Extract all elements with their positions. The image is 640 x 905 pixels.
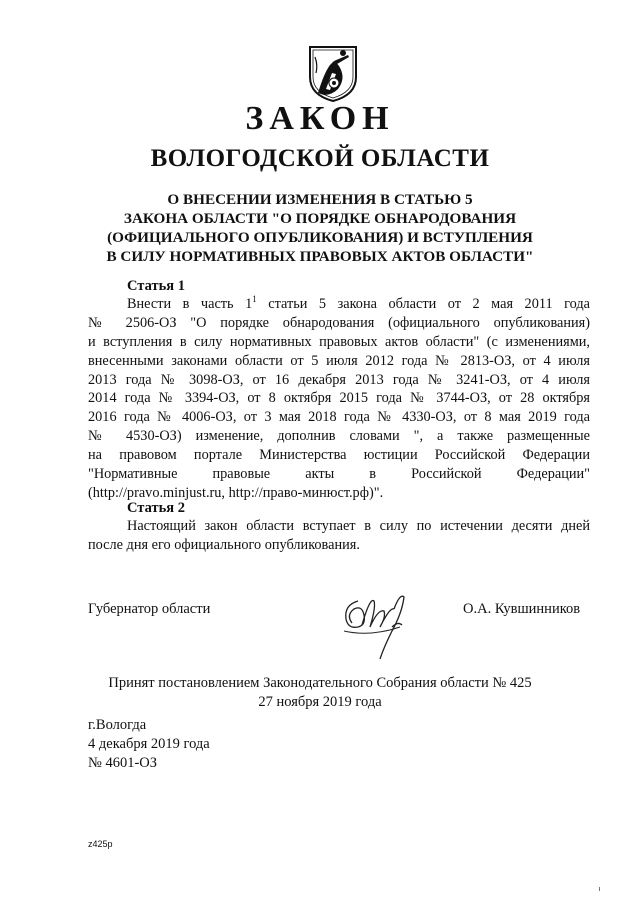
- law-title-line: В СИЛУ НОРМАТИВНЫХ ПРАВОВЫХ АКТОВ ОБЛАСТИ": [106, 248, 534, 265]
- region-heading: ВОЛОГОДСКОЙ ОБЛАСТИ: [150, 145, 490, 172]
- article-1-line: внесенными законами области от 5 июля 2012 года № 2813-ОЗ, от 4 июля: [88, 352, 590, 369]
- article-1-line: № 4530-ОЗ) изменение, дополнив словами ", а также размещенные: [88, 428, 590, 445]
- article-1-line-text: Внести в часть 1: [127, 296, 253, 312]
- article-2-line: Настоящий закон области вступает в силу по истечении десяти дней: [127, 518, 590, 534]
- article-2-line: после дня его официального опубликования.: [88, 536, 360, 553]
- article-2-body: [88, 517, 590, 555]
- article-1-line: "Нормативные правовые акты в Российской Федерации": [88, 466, 590, 483]
- handwritten-signature: [340, 587, 415, 665]
- superscript-number: 1: [252, 295, 257, 304]
- coat-of-arms-icon: [304, 43, 362, 103]
- article-1-line: 2016 года № 4006-ОЗ, от 3 мая 2018 года № 4330-ОЗ, от 8 мая 2019 года: [88, 409, 590, 426]
- article-1-line: на правовом портале Министерства юстиции Российской Федерации: [88, 447, 590, 464]
- adoption-note: [0, 674, 640, 712]
- document-type-heading: ЗАКОН: [245, 100, 395, 137]
- signing-date: 4 декабря 2019 года: [88, 736, 210, 752]
- scan-mark: [599, 887, 600, 891]
- article-1-heading: Статья 1: [127, 278, 185, 294]
- city: г.Вологда: [88, 717, 147, 733]
- law-title: [0, 190, 640, 266]
- adoption-line: Принят постановлением Законодательного Собрания области № 425: [108, 675, 532, 691]
- law-title-line: (ОФИЦИАЛЬНОГО ОПУБЛИКОВАНИЯ) И ВСТУПЛЕНИЯ: [107, 229, 533, 246]
- article-1-line: [88, 295, 590, 314]
- place-date-number: [88, 716, 210, 773]
- document-code: z425p: [88, 839, 113, 849]
- adoption-date: 27 ноября 2019 года: [258, 694, 382, 710]
- law-number: № 4601-ОЗ: [88, 755, 158, 771]
- article-2-heading: Статья 2: [127, 500, 185, 516]
- article-1-line: № 2506-ОЗ "О порядке обнародования (официального опубликования): [88, 314, 590, 331]
- governor-label: Губернатор области: [88, 601, 211, 617]
- article-1-line: и вступления в силу нормативных правовых актов области" (с изменениями,: [88, 333, 590, 350]
- governor-name: О.А. Кувшинников: [463, 601, 581, 617]
- law-title-line: О ВНЕСЕНИИ ИЗМЕНЕНИЯ В СТАТЬЮ 5: [167, 191, 473, 208]
- article-1-line: (http://pravo.minjust.ru, http://право-минюст.рф)".: [88, 484, 384, 501]
- article-1-body: [88, 295, 590, 503]
- article-1-line-text: статьи 5 закона области от 2 мая 2011 года: [256, 296, 590, 312]
- article-1-line: 2013 года № 3098-ОЗ, от 16 декабря 2013 года № 3241-ОЗ, от 4 июля: [88, 371, 590, 388]
- article-1-line: 2014 года № 3394-ОЗ, от 8 октября 2015 года № 3744-ОЗ, от 28 октября: [88, 390, 590, 407]
- law-title-line: ЗАКОНА ОБЛАСТИ "О ПОРЯДКЕ ОБНАРОДОВАНИЯ: [123, 210, 517, 227]
